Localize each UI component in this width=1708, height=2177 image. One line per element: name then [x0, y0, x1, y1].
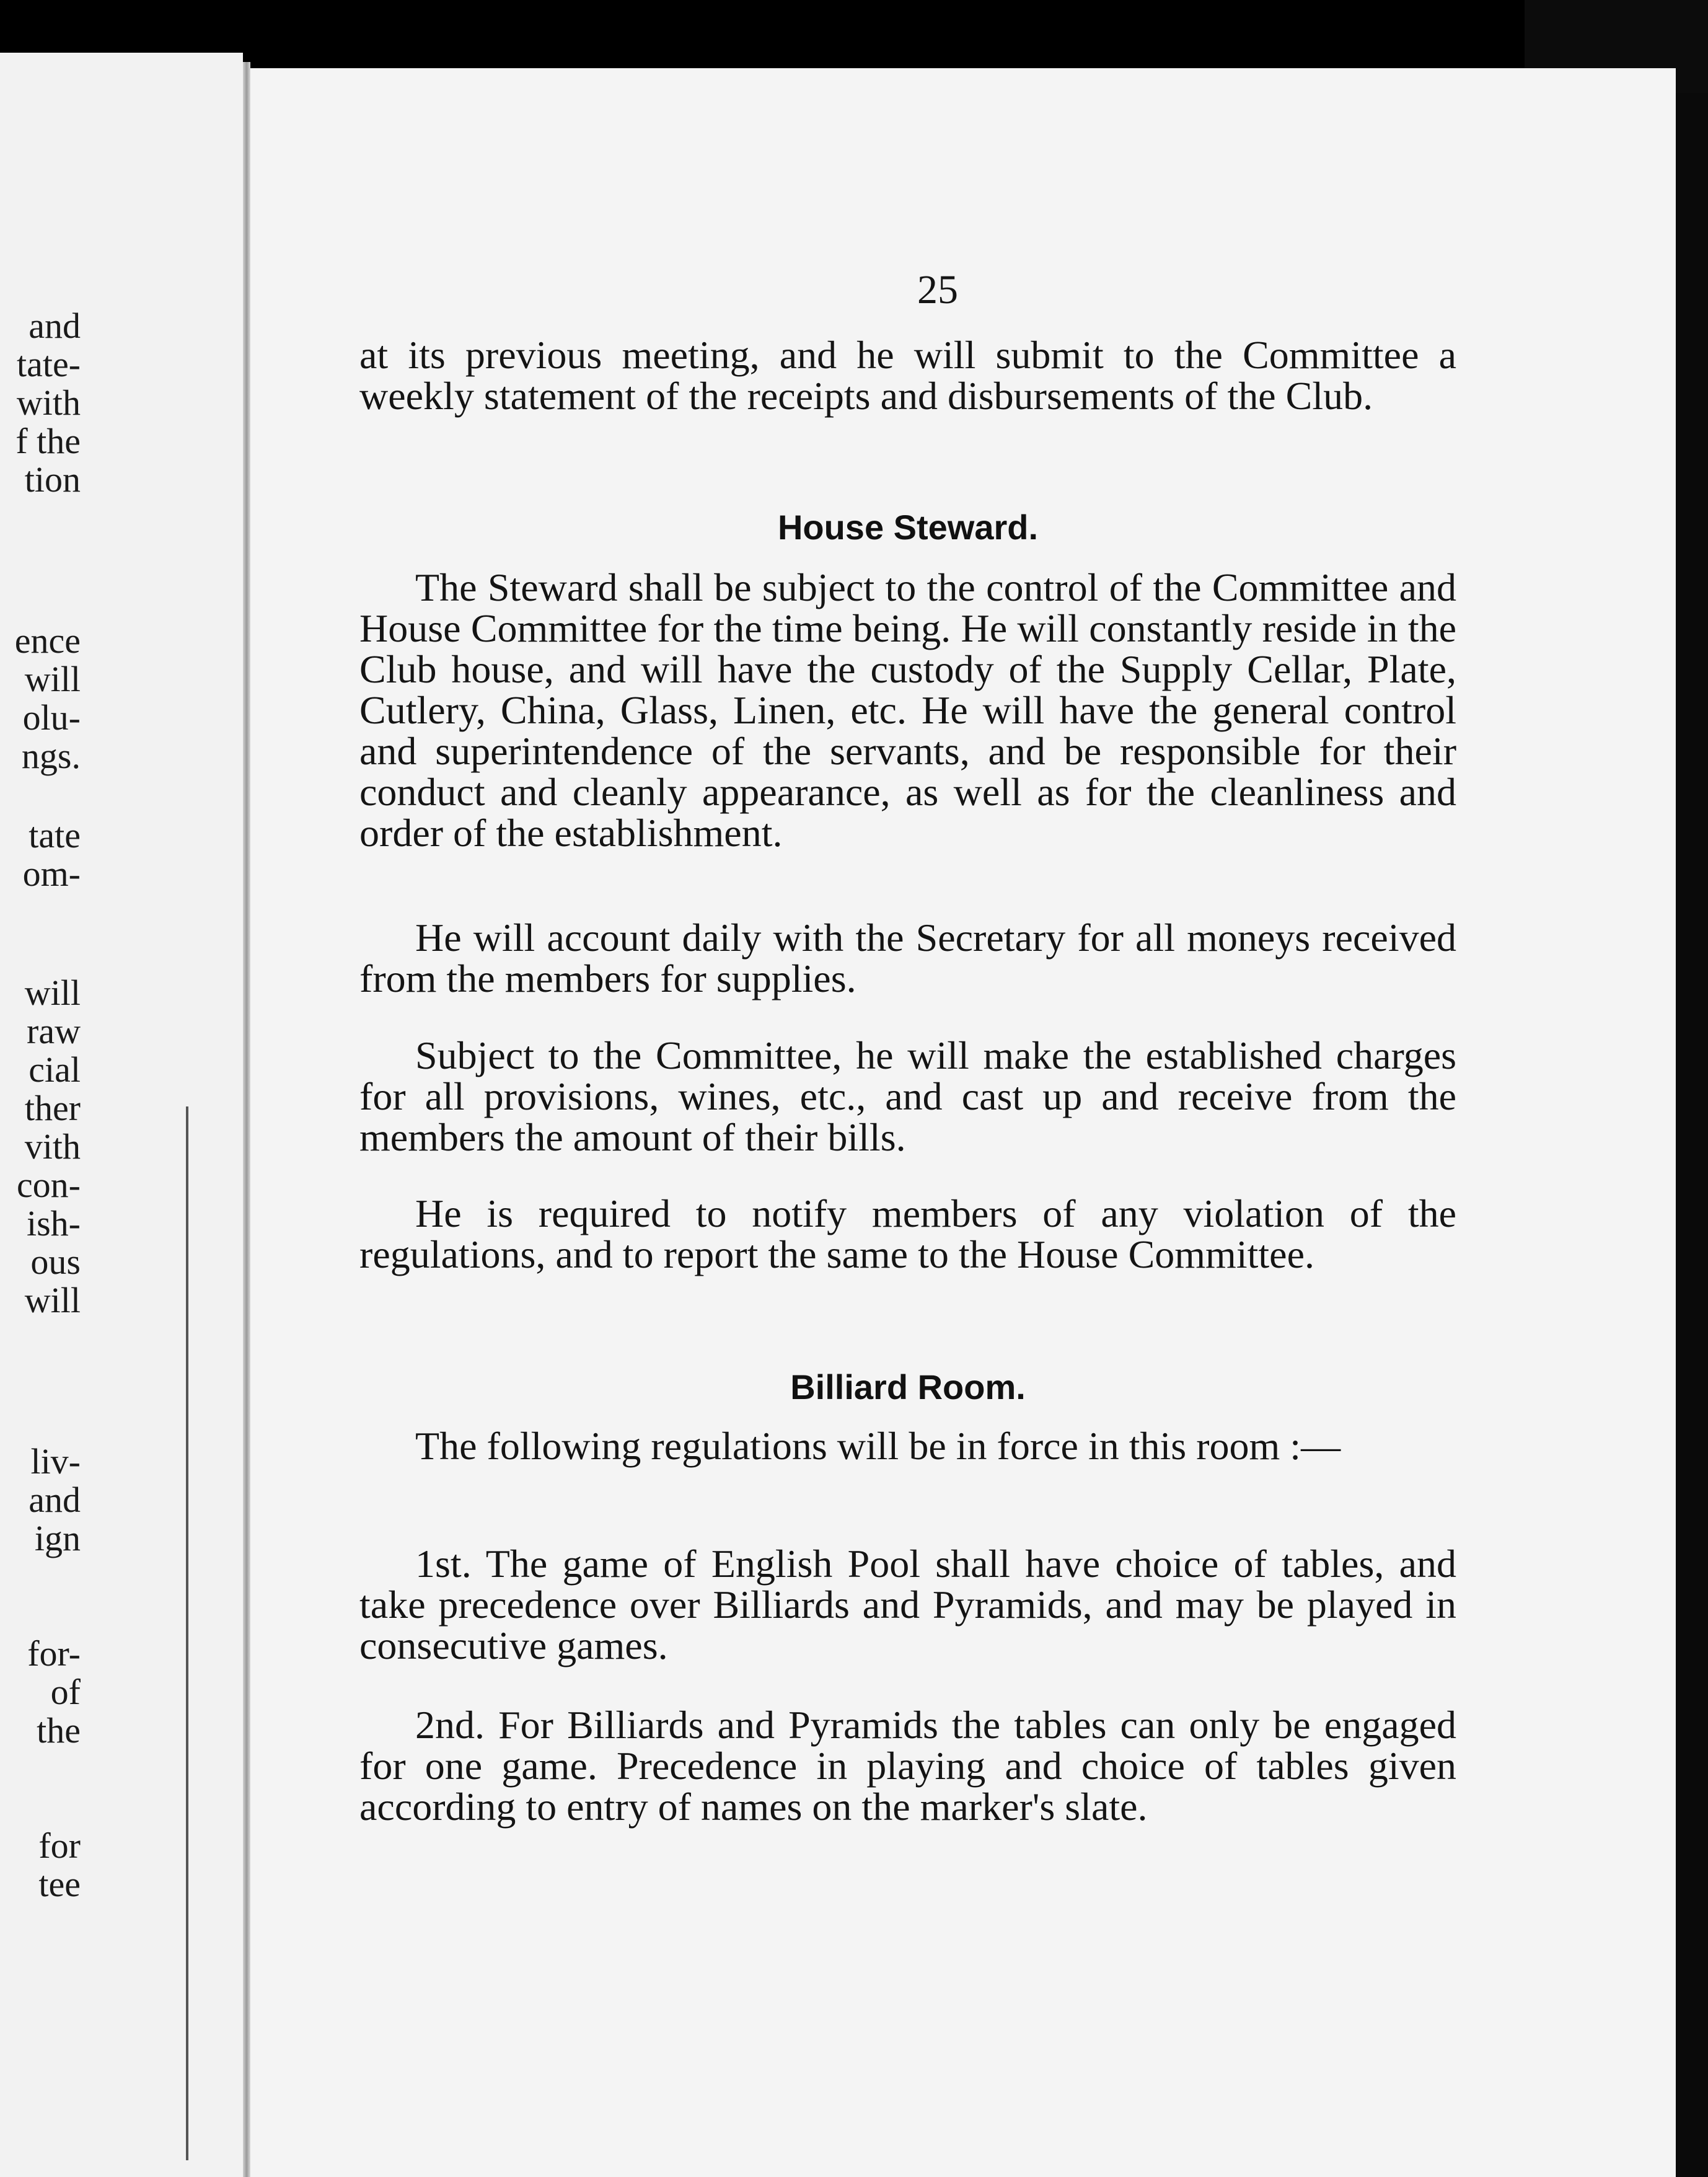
section-heading-billiard-room: Billiard Room.: [790, 1367, 1026, 1406]
left-fragment: vith: [24, 1126, 81, 1167]
paragraph: The Steward shall be subject to the control of the Committee and House Committee for the time being. He will constantly reside in the Club house, and will have the custody of the Supply Cellar, Plate, Cutlery, China, Glass, Linen, etc. He will have the general control and superintendence of the servants, and be responsible for their conduct and cleanly appearance, as well as for the cleanliness and order of the establishment.: [359, 565, 1456, 855]
house-steward-paragraph-1: [359, 567, 1456, 854]
paragraph: He is required to notify members of any violation of the regulations, and to report the same to the House Committee.: [359, 1191, 1456, 1276]
house-steward-paragraph-2: [359, 917, 1456, 999]
paragraph: at its previous meeting, and he will submit to the Committee a weekly statement of the receipts and disbursements of the Club.: [359, 333, 1456, 418]
paragraph: He will account daily with the Secretary for all moneys received from the members for supplies.: [359, 916, 1456, 1000]
left-fragment: for-: [27, 1633, 81, 1674]
left-fragment: tee: [38, 1864, 81, 1904]
left-fragment: with: [16, 382, 81, 423]
left-page: [0, 53, 243, 2177]
paragraph: 2nd. For Billiards and Pyramids the tables can only be engaged for one game. Precedence in playing and choice of tables given according to entry of names on the marker's slate.: [359, 1703, 1456, 1829]
left-fragment: olu-: [22, 697, 81, 738]
paragraph: Subject to the Committee, he will make the established charges for all provisions, wines, etc., and cast up and receive from the members the amount of their bills.: [359, 1033, 1456, 1159]
left-fragment: will: [24, 973, 81, 1013]
spine-shadow-line: [186, 1106, 188, 2160]
left-fragment: ous: [30, 1242, 81, 1282]
intro-paragraph: [359, 335, 1456, 417]
left-fragment: liv-: [30, 1441, 81, 1482]
left-fragment: con-: [16, 1165, 81, 1205]
left-fragment: cial: [29, 1049, 81, 1090]
paragraph: 1st. The game of English Pool shall have choice of tables, and take precedence over Billiards and Pyramids, and may be played in consecutive games.: [359, 1542, 1456, 1667]
left-fragment: and: [29, 1480, 81, 1520]
left-fragment: ther: [24, 1088, 81, 1128]
left-fragment: ign: [34, 1518, 81, 1558]
left-fragment: f the: [15, 421, 81, 461]
left-fragment: raw: [27, 1011, 81, 1051]
billiard-room-paragraph-1: [359, 1426, 1456, 1467]
left-fragment: ence: [14, 620, 81, 661]
left-fragment: for: [38, 1826, 81, 1866]
left-fragment: tate-: [16, 344, 81, 384]
page-number: 25: [917, 267, 958, 312]
left-fragment: tion: [24, 459, 81, 500]
left-fragment: the: [37, 1710, 81, 1751]
left-page-text-fragments: [0, 53, 81, 2177]
left-fragment: and: [29, 306, 81, 346]
left-fragment: will: [24, 659, 81, 699]
paragraph: The following regulations will be in force in this room :—: [415, 1424, 1341, 1468]
billiard-room-paragraph-2: [359, 1543, 1456, 1666]
billiard-room-paragraph-3: [359, 1705, 1456, 1827]
house-steward-paragraph-3: [359, 1035, 1456, 1158]
left-fragment: ish-: [27, 1203, 81, 1243]
left-fragment: will: [24, 1280, 81, 1320]
left-fragment: of: [50, 1672, 81, 1712]
page-gutter: [243, 62, 250, 2177]
right-page-edge-shadow: [1676, 93, 1708, 2177]
left-fragment: om-: [22, 854, 81, 894]
left-fragment: tate: [29, 815, 81, 855]
left-fragment: ngs.: [21, 736, 81, 776]
section-heading-house-steward: House Steward.: [777, 508, 1039, 547]
house-steward-paragraph-4: [359, 1193, 1456, 1275]
